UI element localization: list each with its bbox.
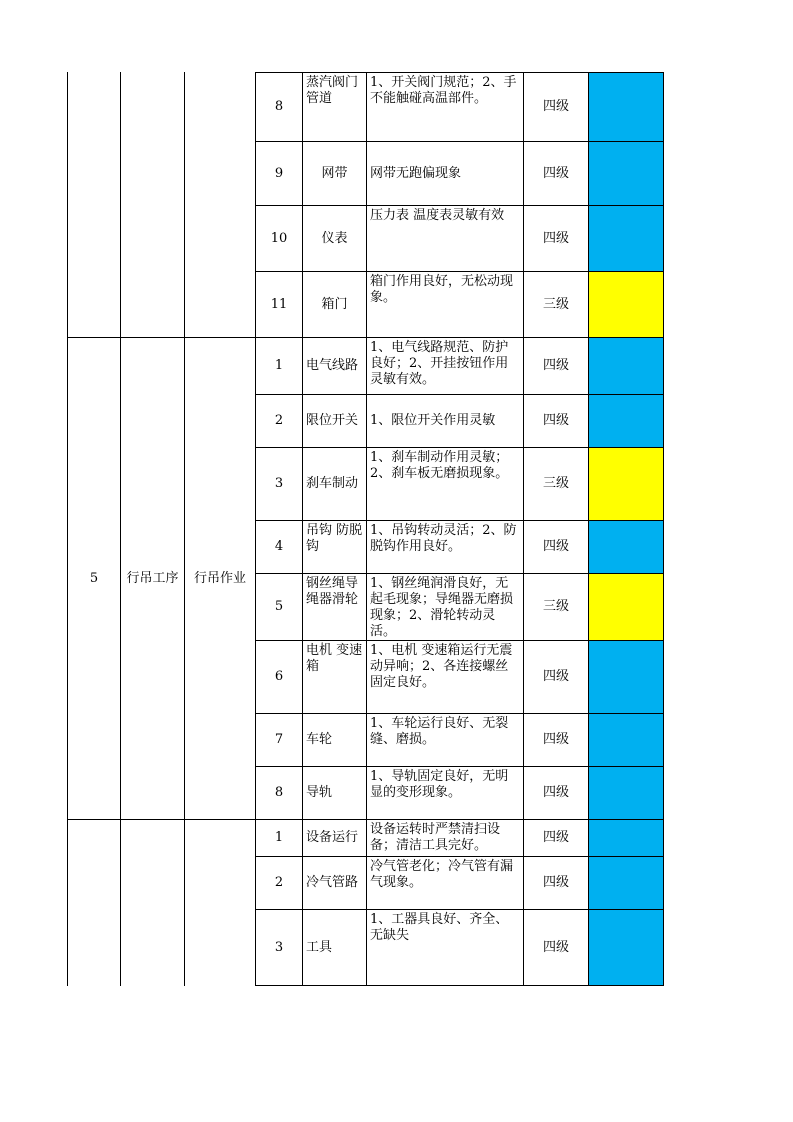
risk-level: [524, 206, 588, 271]
risk-level: [524, 448, 588, 520]
grid-hline: [255, 394, 664, 395]
activity-name: [185, 338, 255, 819]
risk-level: [524, 714, 588, 766]
check-item-text: 电机 变速箱: [306, 643, 363, 674]
grid-vline: [120, 72, 121, 986]
grid-hline: [255, 713, 664, 714]
row-number-text: 3: [274, 476, 284, 491]
risk-level-text: 三级: [542, 599, 569, 614]
check-standard-text: 设备运转时严禁清扫设备；清洁工具完好。: [370, 822, 501, 853]
grid-hline: [255, 909, 664, 910]
row-number: [256, 338, 302, 394]
grid-vline: [255, 72, 256, 986]
risk-level-color-swatch: [589, 767, 663, 819]
check-item: [303, 206, 366, 271]
risk-level-color-swatch: [589, 857, 663, 909]
row-number: [256, 820, 302, 856]
check-standard-text: 箱门作用良好，无松动现象。: [370, 274, 514, 305]
risk-level: [524, 910, 588, 985]
check-item: [303, 714, 366, 766]
check-standard: [367, 521, 523, 573]
risk-level: [524, 142, 588, 205]
grid-hline: [255, 271, 664, 272]
check-item-text: 车轮: [306, 732, 333, 747]
risk-level-text: 四级: [542, 732, 569, 747]
row-number-text: 1: [274, 358, 284, 373]
row-number: [256, 857, 302, 909]
risk-level-text: 三级: [542, 296, 569, 312]
risk-level: [524, 395, 588, 447]
check-standard-text: 1、工器具良好、齐全、无缺失: [370, 912, 509, 943]
check-item-text: 工具: [306, 939, 333, 955]
risk-level-text: 四级: [542, 165, 569, 181]
row-number-text: 11: [270, 296, 288, 312]
row-number-text: 8: [274, 99, 284, 114]
row-number: [256, 714, 302, 766]
check-item-text: 电气线路: [306, 358, 359, 373]
check-standard-text: 压力表 温度表灵敏有效: [370, 208, 505, 223]
check-item: [303, 142, 366, 205]
row-number-text: 1: [274, 830, 284, 845]
grid-hline: [255, 520, 664, 521]
grid-hline: [255, 205, 664, 206]
process-name-text: 行吊工序: [126, 570, 179, 586]
grid-hline: [255, 856, 664, 857]
risk-level: [524, 338, 588, 394]
risk-level-text: 四级: [542, 358, 569, 373]
check-item-text: 仪表: [321, 230, 348, 246]
row-number: [256, 73, 302, 141]
check-item-text: 导轨: [306, 785, 333, 800]
check-item: [303, 338, 366, 394]
check-standard-text: 冷气管老化；冷气管有漏气现象。: [370, 859, 514, 890]
row-number: [256, 521, 302, 573]
row-number: [256, 641, 302, 713]
row-number-text: 8: [274, 785, 284, 800]
row-number-text: 5: [274, 599, 284, 614]
grid-hline: [255, 447, 664, 448]
check-standard: [367, 857, 523, 909]
risk-level-text: 四级: [542, 939, 569, 955]
risk-level-color-swatch: [589, 574, 663, 640]
check-item-text: 限位开关: [306, 413, 359, 428]
risk-level-color-swatch: [589, 142, 663, 205]
grid-hline: [255, 337, 664, 338]
check-item: [303, 272, 366, 337]
check-standard: [367, 142, 523, 205]
risk-level-color-swatch: [589, 73, 663, 141]
check-standard: [367, 574, 523, 640]
row-number: [256, 448, 302, 520]
check-item: [303, 820, 366, 856]
grid-hline: [255, 573, 664, 574]
check-standard: [367, 272, 523, 337]
risk-level: [524, 641, 588, 713]
risk-level-color-swatch: [589, 206, 663, 271]
check-standard-text: 网带无跑偏现象: [370, 165, 462, 181]
check-standard: [367, 73, 523, 141]
row-number: [256, 272, 302, 337]
risk-level: [524, 272, 588, 337]
sequence-number-text: 5: [89, 570, 99, 586]
grid-hline: [255, 141, 664, 142]
check-item: [303, 857, 366, 909]
check-item-text: 吊钩 防脱钩: [306, 523, 363, 554]
process-name: [121, 338, 184, 819]
row-number-text: 3: [274, 939, 284, 955]
risk-level: [524, 857, 588, 909]
check-item: [303, 395, 366, 447]
risk-level-text: 四级: [542, 830, 569, 845]
check-standard: [367, 395, 523, 447]
grid-hline: [67, 337, 256, 338]
risk-level-color-swatch: [589, 820, 663, 856]
check-standard-text: 1、导轨固定良好，无明显的变形现象。: [370, 769, 509, 800]
row-number: [256, 395, 302, 447]
check-standard-text: 1、吊钩转动灵活；2、防脱钩作用良好。: [370, 523, 517, 554]
check-standard: [367, 714, 523, 766]
row-number: [256, 767, 302, 819]
risk-level-text: 四级: [542, 785, 569, 800]
row-number-text: 4: [274, 539, 284, 554]
check-item-text: 设备运行: [306, 830, 359, 845]
grid-hline: [255, 819, 664, 820]
check-item: [303, 448, 366, 520]
risk-level: [524, 820, 588, 856]
check-item-text: 箱门: [321, 296, 348, 312]
risk-level-color-swatch: [589, 272, 663, 337]
row-number: [256, 206, 302, 271]
check-standard: [367, 641, 523, 713]
check-standard: [367, 820, 523, 856]
grid-vline: [523, 72, 524, 986]
row-number-text: 10: [270, 230, 288, 246]
risk-level-color-swatch: [589, 910, 663, 985]
row-number: [256, 910, 302, 985]
check-item: [303, 910, 366, 985]
risk-level-color-swatch: [589, 338, 663, 394]
risk-level: [524, 73, 588, 141]
check-item: [303, 641, 366, 713]
check-standard: [367, 448, 523, 520]
grid-vline: [302, 72, 303, 986]
check-standard: [367, 338, 523, 394]
check-standard-text: 1、开关阀门规范；2、手不能触碰高温部件。: [370, 75, 517, 106]
grid-vline: [663, 72, 664, 986]
check-item: [303, 574, 366, 640]
risk-level: [524, 767, 588, 819]
check-standard-text: 1、车轮运行良好、无裂缝、磨损。: [370, 716, 509, 747]
check-standard-text: 1、钢丝绳润滑良好，无起毛现象；导绳器无磨损现象；2、滑轮转动灵活。: [370, 576, 514, 639]
risk-level: [524, 574, 588, 640]
risk-level-color-swatch: [589, 714, 663, 766]
risk-level-text: 四级: [542, 875, 569, 890]
risk-level-color-swatch: [589, 448, 663, 520]
check-item-text: 冷气管路: [306, 875, 359, 890]
check-item: [303, 521, 366, 573]
check-standard-text: 1、限位开关作用灵敏: [370, 413, 496, 428]
check-standard-text: 1、刹车制动作用灵敏；2、刹车板无磨损现象。: [370, 450, 509, 481]
grid-hline: [255, 766, 664, 767]
grid-hline: [255, 72, 664, 73]
check-item: [303, 767, 366, 819]
row-number: [256, 574, 302, 640]
risk-level-text: 三级: [542, 476, 569, 491]
risk-level-text: 四级: [542, 230, 569, 246]
grid-vline: [184, 72, 185, 986]
risk-level-color-swatch: [589, 395, 663, 447]
row-number-text: 6: [274, 669, 284, 684]
check-standard: [367, 910, 523, 985]
grid-vline: [67, 72, 68, 986]
grid-vline: [588, 72, 589, 986]
grid-hline: [255, 985, 664, 986]
row-number-text: 9: [274, 165, 284, 181]
grid-hline: [255, 640, 664, 641]
risk-level: [524, 521, 588, 573]
sequence-number: [68, 338, 120, 819]
risk-level-text: 四级: [542, 539, 569, 554]
activity-name-text: 行吊作业: [193, 570, 246, 586]
risk-level-color-swatch: [589, 521, 663, 573]
check-item-text: 蒸汽阀门 管道: [306, 75, 359, 106]
row-number-text: 2: [274, 875, 284, 890]
grid-hline: [67, 819, 256, 820]
check-item-text: 钢丝绳导绳器滑轮: [306, 576, 359, 607]
check-item: [303, 73, 366, 141]
risk-level-color-swatch: [589, 641, 663, 713]
check-item-text: 网带: [321, 165, 348, 181]
risk-level-text: 四级: [542, 99, 569, 114]
grid-vline: [366, 72, 367, 986]
row-number-text: 7: [274, 732, 284, 747]
risk-level-text: 四级: [542, 669, 569, 684]
check-standard: [367, 206, 523, 271]
risk-level-text: 四级: [542, 413, 569, 428]
check-standard-text: 1、电气线路规范、防护良好；2、开挂按钮作用灵敏有效。: [370, 340, 509, 387]
check-standard-text: 1、电机 变速箱运行无震动异响；2、各连接螺丝固定良好。: [370, 643, 513, 690]
row-number: [256, 142, 302, 205]
check-item-text: 刹车制动: [306, 476, 359, 491]
row-number-text: 2: [274, 413, 284, 428]
check-standard: [367, 767, 523, 819]
